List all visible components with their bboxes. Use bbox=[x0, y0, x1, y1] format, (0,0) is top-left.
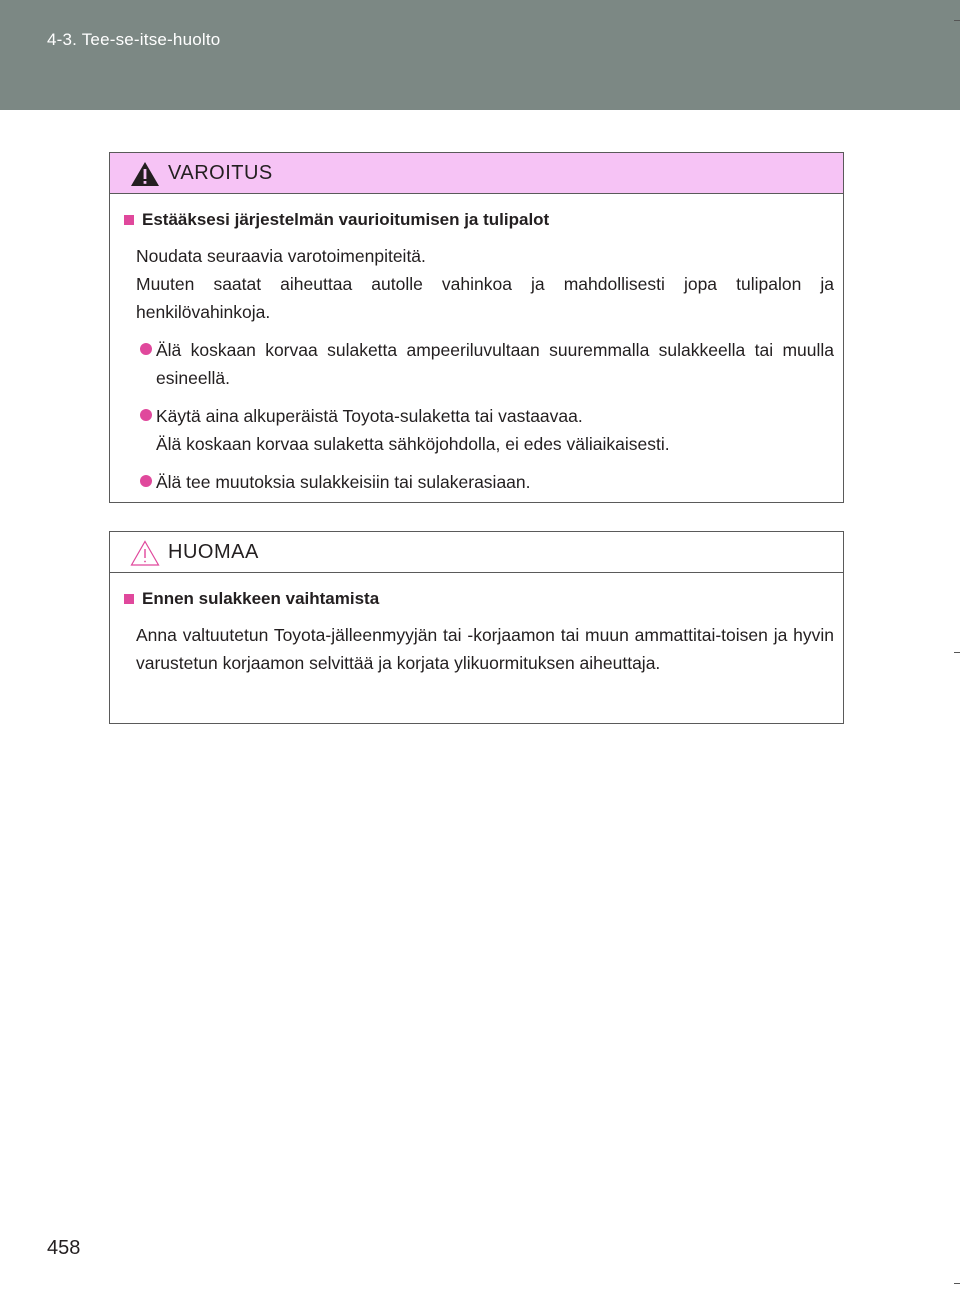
notice-subheading-text: Ennen sulakkeen vaihtamista bbox=[142, 589, 380, 608]
warning-box-header bbox=[110, 153, 843, 194]
warning-triangle-outline-icon bbox=[129, 539, 161, 567]
page-number: 458 bbox=[47, 1237, 81, 1259]
round-bullet-icon bbox=[140, 475, 152, 487]
warning-bullet-text bbox=[156, 402, 834, 458]
round-bullet-icon bbox=[140, 409, 152, 421]
warning-subheading-text: Estääksesi järjestelmän vaurioitumisen ja tulipalot bbox=[142, 210, 550, 229]
warning-bullet bbox=[140, 402, 834, 458]
warning-bullet-text: Älä koskaan korvaa sulaketta ampeeriluvultaan suuremmalla sulakkeella tai muulla esineellä. bbox=[156, 340, 834, 388]
section-title: 4-3. Tee-se-itse-huolto bbox=[47, 30, 221, 49]
square-bullet-icon bbox=[124, 215, 134, 225]
warning-body bbox=[110, 194, 843, 496]
warning-subheading bbox=[119, 210, 834, 230]
page-header bbox=[0, 0, 960, 110]
warning-bullet-text: Älä tee muutoksia sulakkeisiin tai sulakerasiaan. bbox=[156, 472, 531, 492]
warning-bullet bbox=[140, 468, 834, 496]
round-bullet-icon bbox=[140, 343, 152, 355]
warning-bullet bbox=[140, 336, 834, 392]
notice-body bbox=[110, 573, 843, 677]
notice-subheading bbox=[119, 589, 834, 609]
warning-box bbox=[109, 152, 844, 503]
crop-mark bbox=[954, 1283, 960, 1284]
notice-box bbox=[109, 531, 844, 724]
warning-paragraph bbox=[136, 242, 834, 326]
warning-bullet-line: Käytä aina alkuperäistä Toyota-sulaketta tai vastaavaa. bbox=[156, 406, 583, 426]
square-bullet-icon bbox=[124, 594, 134, 604]
crop-mark bbox=[954, 20, 960, 21]
warning-paragraph-line: Muuten saatat aiheuttaa autolle vahinkoa ja mahdollisesti jopa tulipalon ja henkilövahinkoja. bbox=[136, 274, 834, 322]
warning-paragraph-line: Noudata seuraavia varotoimenpiteitä. bbox=[136, 246, 426, 266]
notice-title: HUOMAA bbox=[168, 541, 259, 563]
notice-paragraph: Anna valtuutetun Toyota-jälleenmyyjän tai -korjaamon tai muun ammattitai-toisen ja hyvin varustetun korjaamon selvittää ja korjata ylikuormituksen aiheuttaja. bbox=[136, 625, 834, 673]
warning-title: VAROITUS bbox=[168, 162, 273, 184]
warning-triangle-filled-icon bbox=[129, 160, 161, 188]
warning-bullet-line: Älä koskaan korvaa sulaketta sähköjohdolla, ei edes väliaikaisesti. bbox=[156, 434, 670, 454]
crop-mark bbox=[954, 652, 960, 653]
notice-box-header bbox=[110, 532, 843, 573]
